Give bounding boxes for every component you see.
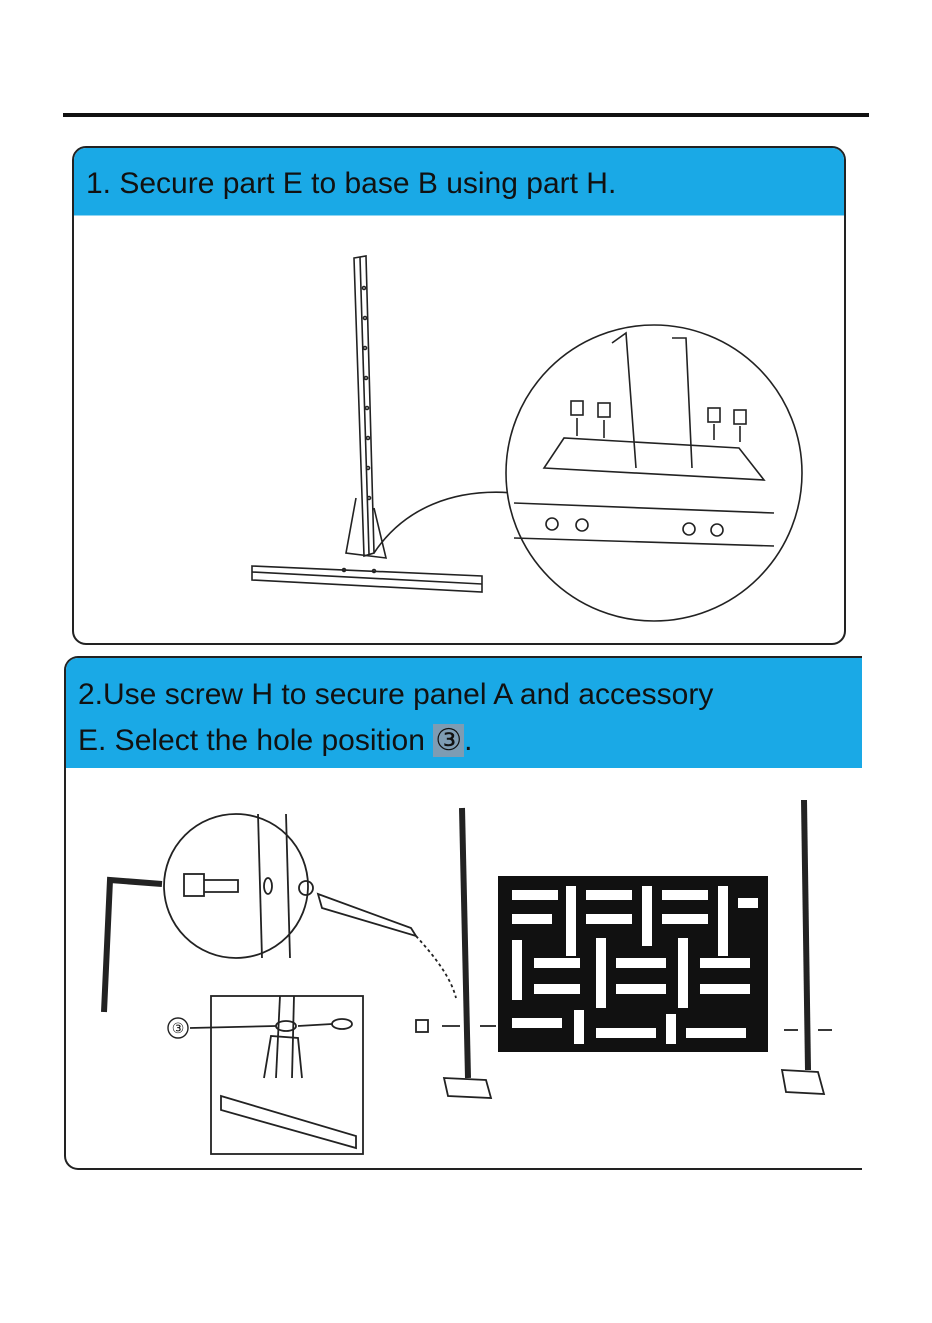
wrench-icon: [318, 894, 416, 936]
panel-a: [498, 876, 768, 1052]
detail-magnifier: [506, 325, 802, 621]
left-post: [416, 808, 496, 1098]
right-post: [782, 800, 832, 1094]
step-2-title-text: E. Select the hole position: [78, 724, 425, 757]
step-2-card: [64, 656, 862, 1170]
screw-detail-magnifier: [164, 814, 313, 958]
allen-key-icon: [104, 880, 162, 1012]
hole-callout-label: ③: [171, 1021, 185, 1037]
step-2-title-end: .: [464, 724, 473, 757]
hole-position-inset: [190, 996, 363, 1154]
step-1-illustration: [74, 148, 844, 643]
step-1-title: 1. Secure part E to base B using part H.: [86, 167, 617, 200]
part-e-post: [346, 256, 386, 558]
top-divider-rule: [63, 113, 869, 117]
step-2-illustration: [66, 658, 862, 1168]
hole-position-symbol: ③: [435, 724, 463, 757]
step-2-title-line-1: 2.Use screw H to secure panel A and accessory: [78, 678, 714, 711]
base-b: [252, 566, 482, 592]
step-1-card: [72, 146, 846, 645]
